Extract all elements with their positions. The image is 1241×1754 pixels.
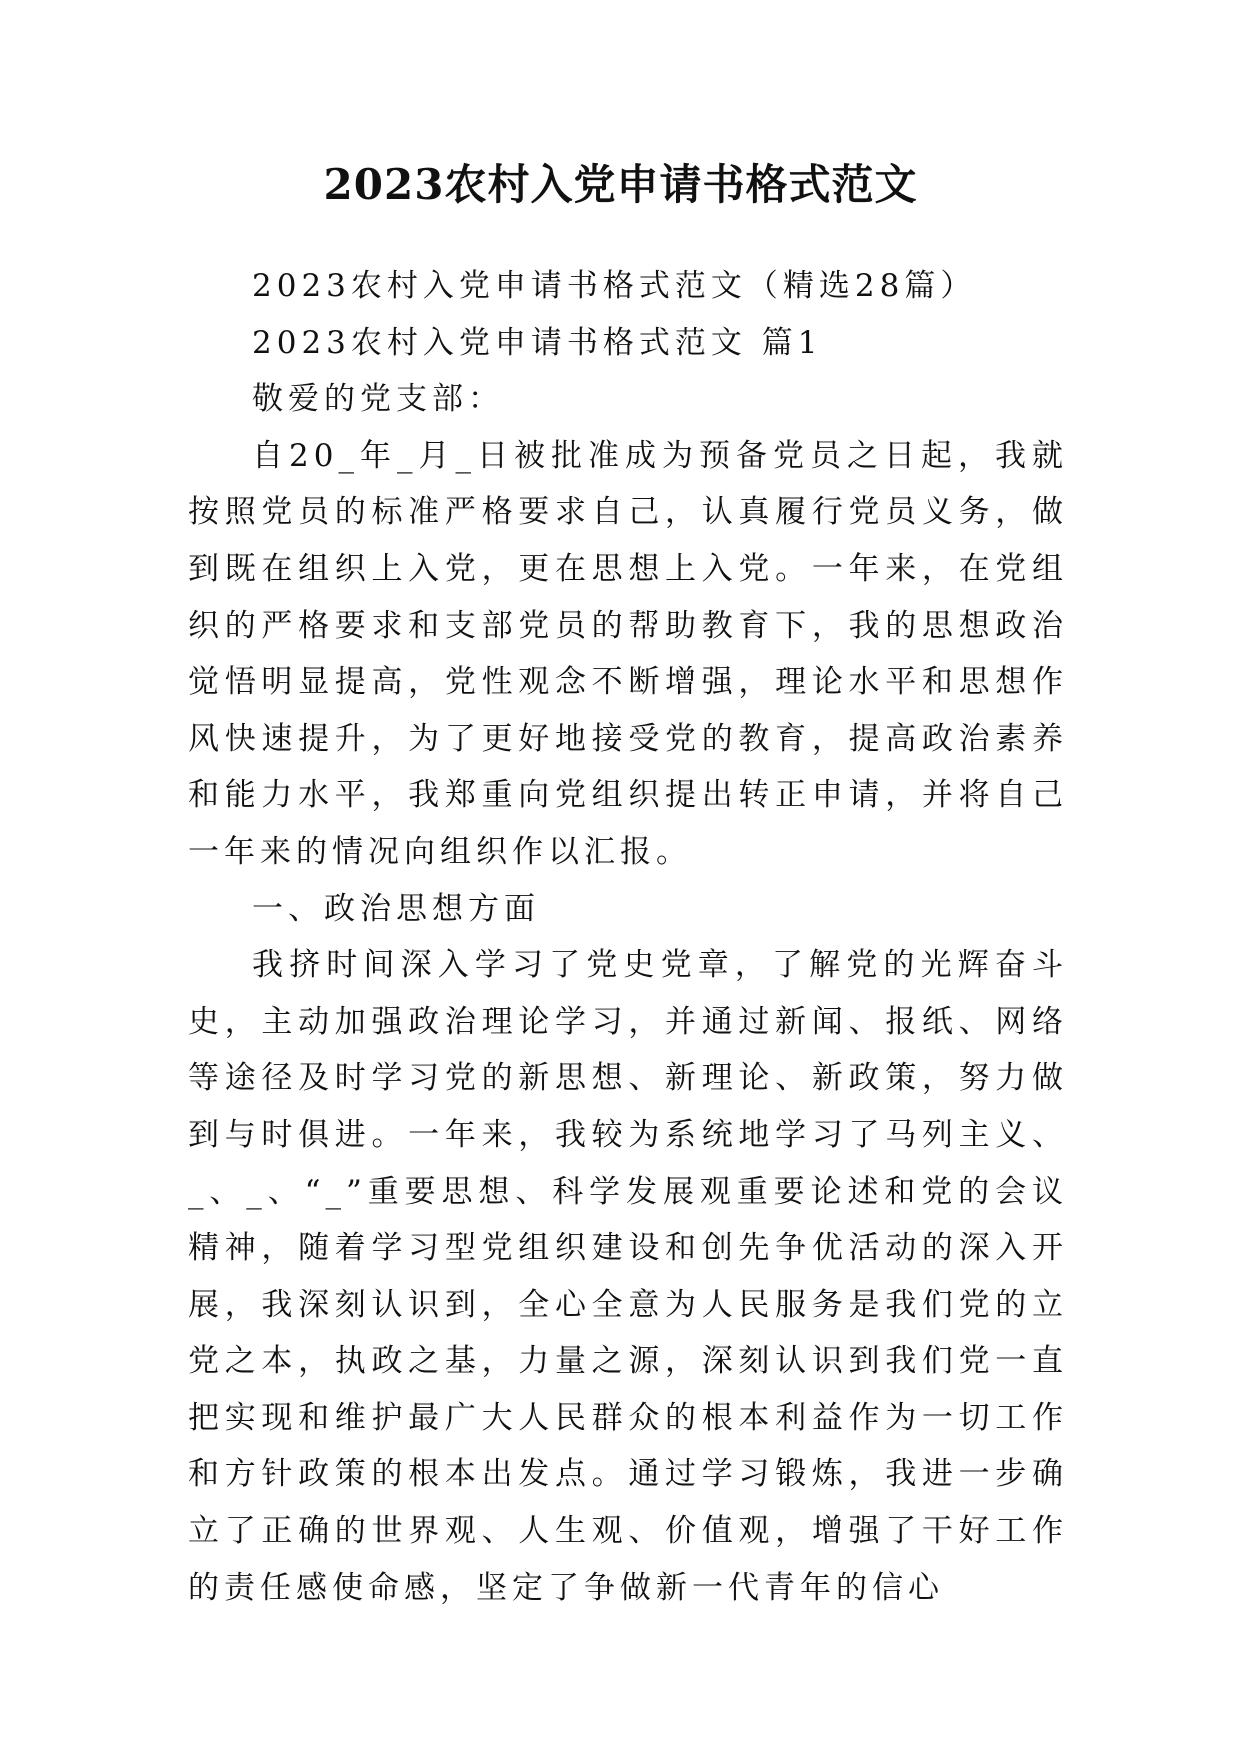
subtitle-paragraph: 2023农村入党申请书格式范文（精选28篇） bbox=[252, 268, 977, 304]
subsection-heading: 一、政治思想方面 bbox=[252, 890, 540, 927]
section-heading: 2023农村入党申请书格式范文 篇1 bbox=[252, 324, 823, 361]
document-title: 2023农村入党申请书格式范文 bbox=[323, 160, 918, 209]
salutation: 敬爱的党支部： bbox=[252, 381, 504, 418]
body-paragraph: 我挤时间深入学习了党史党章，了解党的光辉奋斗史，主动加强政治理论学习，并通过新闻、报纸、网络等途径及时学习党的新思想、新理论、新政策，努力做到与时俱进。一年来，我较为系统地学习了马列主义、_、_、“_”重要思想、科学发展观重要论述和党的会议精神，随着学习型党组织建设和创先争优活动的深入开展，我深刻认识到，全心全意为人民服务是我们党的立党之本，执政之基，力量之源，深刻认识到我们党一直把实现和维护最广大人民群众的根本利益作为一切工作和方针政策的根本出发点。通过学习锻炼，我进一步确立了正确的世界观、人生观、价值观，增强了干好工作的责任感使命感，坚定了争做新一代青年的信心 bbox=[188, 947, 1068, 1606]
body-paragraph: 自20_年_月_日被批准成为预备党员之日起，我就按照党员的标准严格要求自己，认真履行党员义务，做到既在组织上入党，更在思想上入党。一年来，在党组织的严格要求和支部党员的帮助教育下，我的思想政治觉悟明显提高，党性观念不断增强，理论水平和思想作风快速提升，为了更好地接受党的教育，提高政治素养和能力水平，我郑重向党组织提出转正申请，并将自己一年来的情况向组织作以汇报。 bbox=[188, 437, 1068, 870]
document-body bbox=[188, 258, 1068, 1616]
